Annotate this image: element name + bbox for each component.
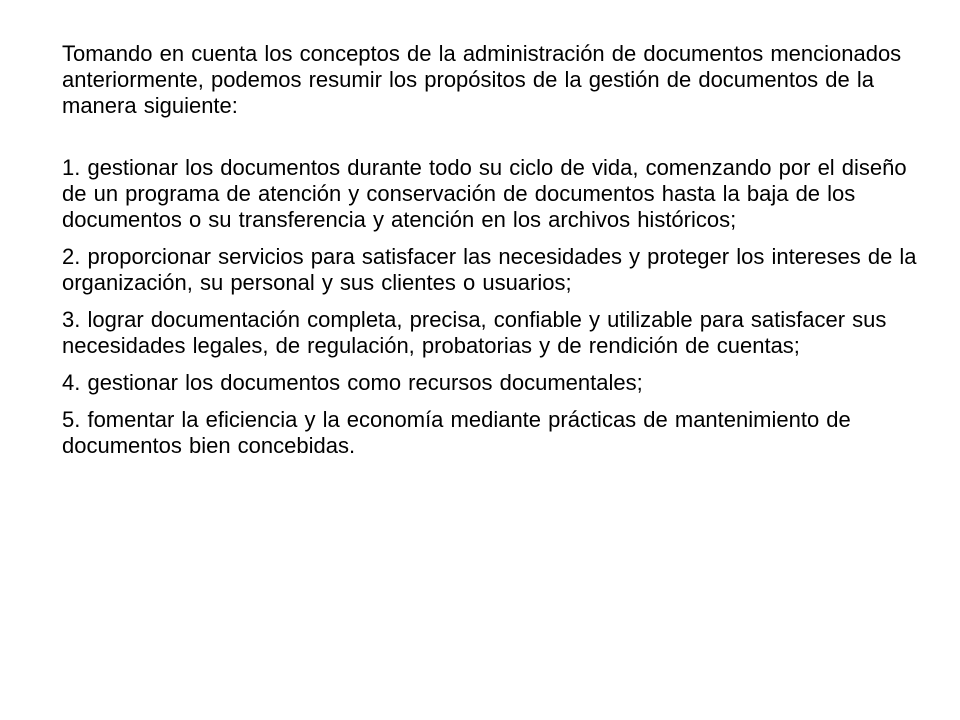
list-item: 1. gestionar los documentos durante todo su ciclo de vida, comenzando por el diseño de un programa de atención y conservación de documentos hasta la baja de los documentos o su transferencia y atención en los archivos históricos; [62, 155, 907, 232]
list-item: 4. gestionar los documentos como recursos documentales; [62, 370, 643, 395]
list-item: 3. lograr documentación completa, precisa, confiable y utilizable para satisfacer sus necesidades legales, de regulación, probatorias y de rendición de cuentas; [62, 307, 887, 358]
intro-paragraph: Tomando en cuenta los conceptos de la administración de documentos mencionados anteriormente, podemos resumir los propósitos de la gestión de documentos de la manera siguiente: [62, 41, 902, 118]
slide-body [62, 41, 922, 470]
list-item: 2. proporcionar servicios para satisfacer las necesidades y proteger los intereses de la organización, su personal y sus clientes o usuarios; [62, 244, 917, 295]
list-item: 5. fomentar la eficiencia y la economía mediante prácticas de mantenimiento de documentos bien concebidas. [62, 407, 851, 458]
purpose-list [62, 155, 922, 459]
